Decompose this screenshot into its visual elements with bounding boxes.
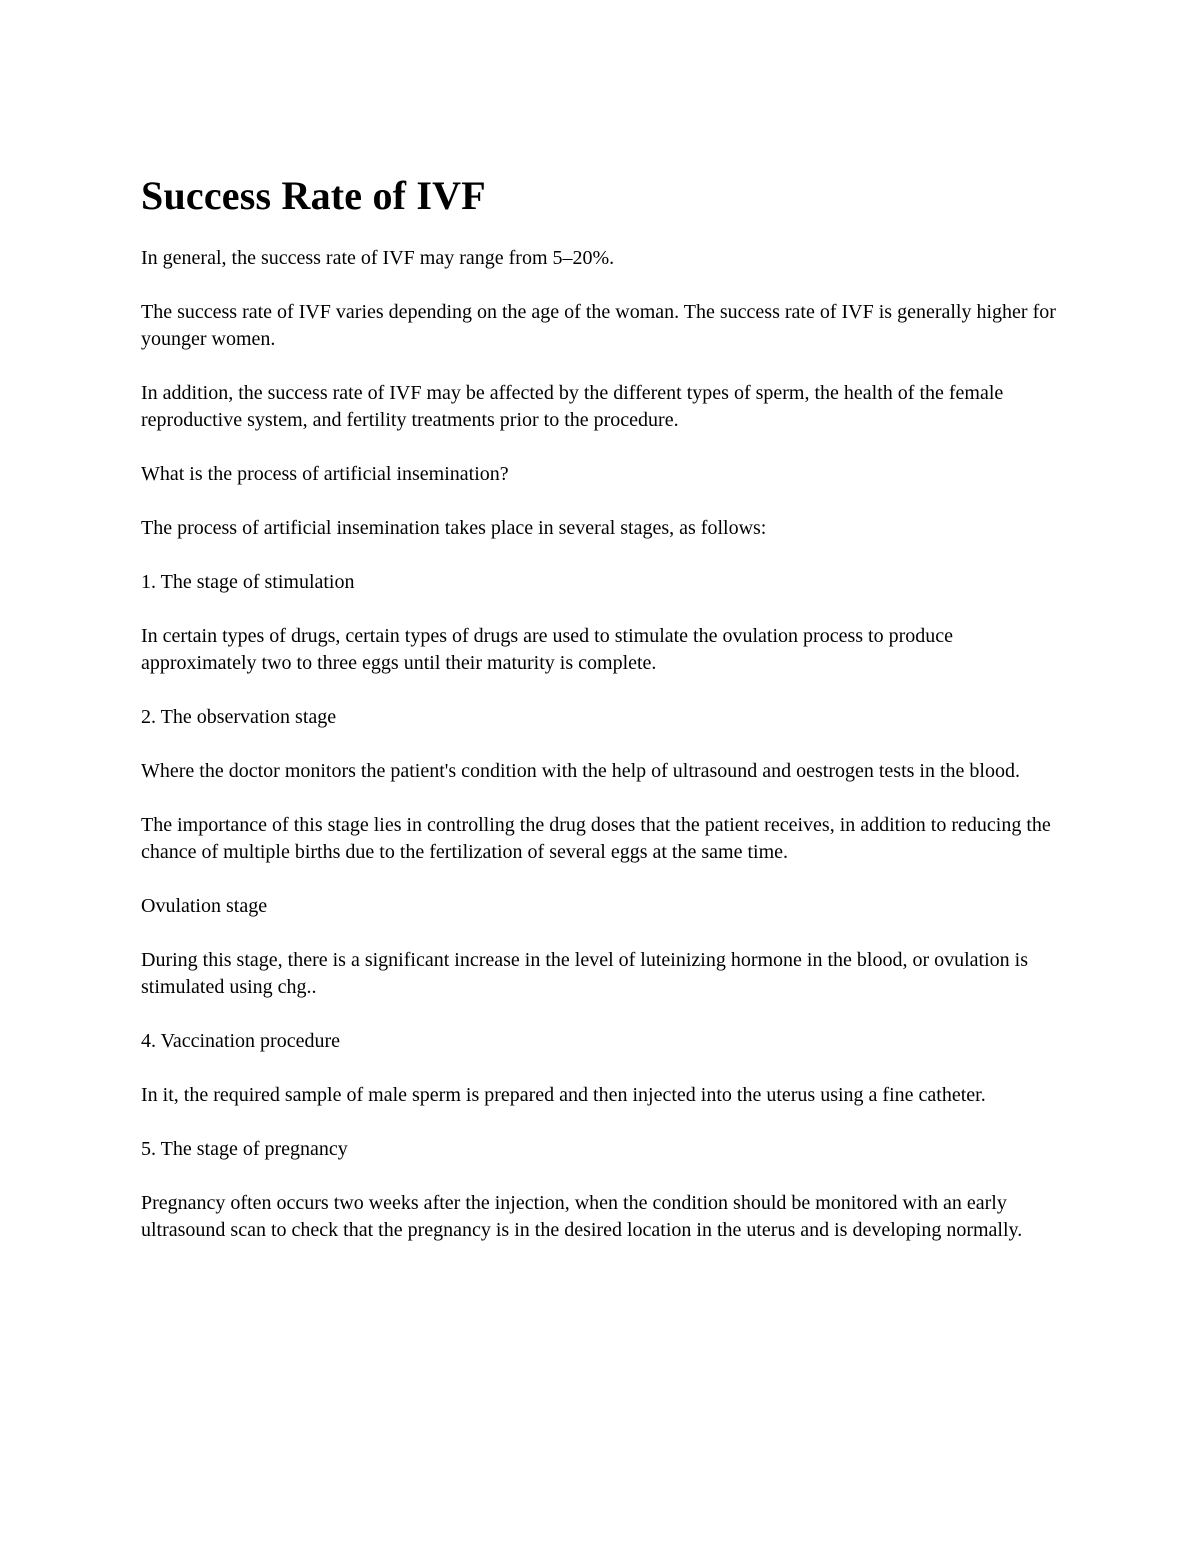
document-body: [141, 172, 1061, 1271]
paragraph-age-factor: The success rate of IVF varies depending on the age of the woman. The success rate of IVF is generally higher for younger women.: [141, 301, 1056, 350]
paragraph-observation: Where the doctor monitors the patient's condition with the help of ultrasound and oestrogen tests in the blood.: [141, 760, 1020, 782]
stage-heading-stimulation: 1. The stage of stimulation: [141, 571, 355, 593]
stage-heading-observation: 2. The observation stage: [141, 706, 337, 728]
paragraph-pregnancy: Pregnancy often occurs two weeks after the injection, when the condition should be monitored with an early ultrasound scan to check that the pregnancy is in the desired location in the uterus and is developing normally.: [141, 1192, 1023, 1241]
paragraph-other-factors: In addition, the success rate of IVF may be affected by the different types of sperm, the health of the female reproductive system, and fertility treatments prior to the procedure.: [141, 382, 1004, 431]
paragraph-observation-importance: The importance of this stage lies in controlling the drug doses that the patient receives, in addition to reducing the chance of multiple births due to the fertilization of several eggs at the same time.: [141, 814, 1051, 863]
stage-heading-vaccination: 4. Vaccination procedure: [141, 1030, 340, 1052]
stage-heading-ovulation: Ovulation stage: [141, 895, 268, 917]
document-title: Success Rate of IVF: [141, 173, 486, 218]
paragraph-process-intro: The process of artificial insemination takes place in several stages, as follows:: [141, 517, 767, 539]
paragraph-question: What is the process of artificial insemination?: [141, 463, 509, 485]
paragraph-stimulation: In certain types of drugs, certain types of drugs are used to stimulate the ovulation process to produce approximately two to three eggs until their maturity is complete.: [141, 625, 953, 674]
paragraph-ovulation: During this stage, there is a significant increase in the level of luteinizing hormone in the blood, or ovulation is stimulated using chg..: [141, 949, 1029, 998]
paragraph-success-range: In general, the success rate of IVF may range from 5–20%.: [141, 247, 615, 269]
paragraph-vaccination: In it, the required sample of male sperm is prepared and then injected into the uterus using a fine catheter.: [141, 1084, 986, 1106]
stage-heading-pregnancy: 5. The stage of pregnancy: [141, 1138, 348, 1160]
